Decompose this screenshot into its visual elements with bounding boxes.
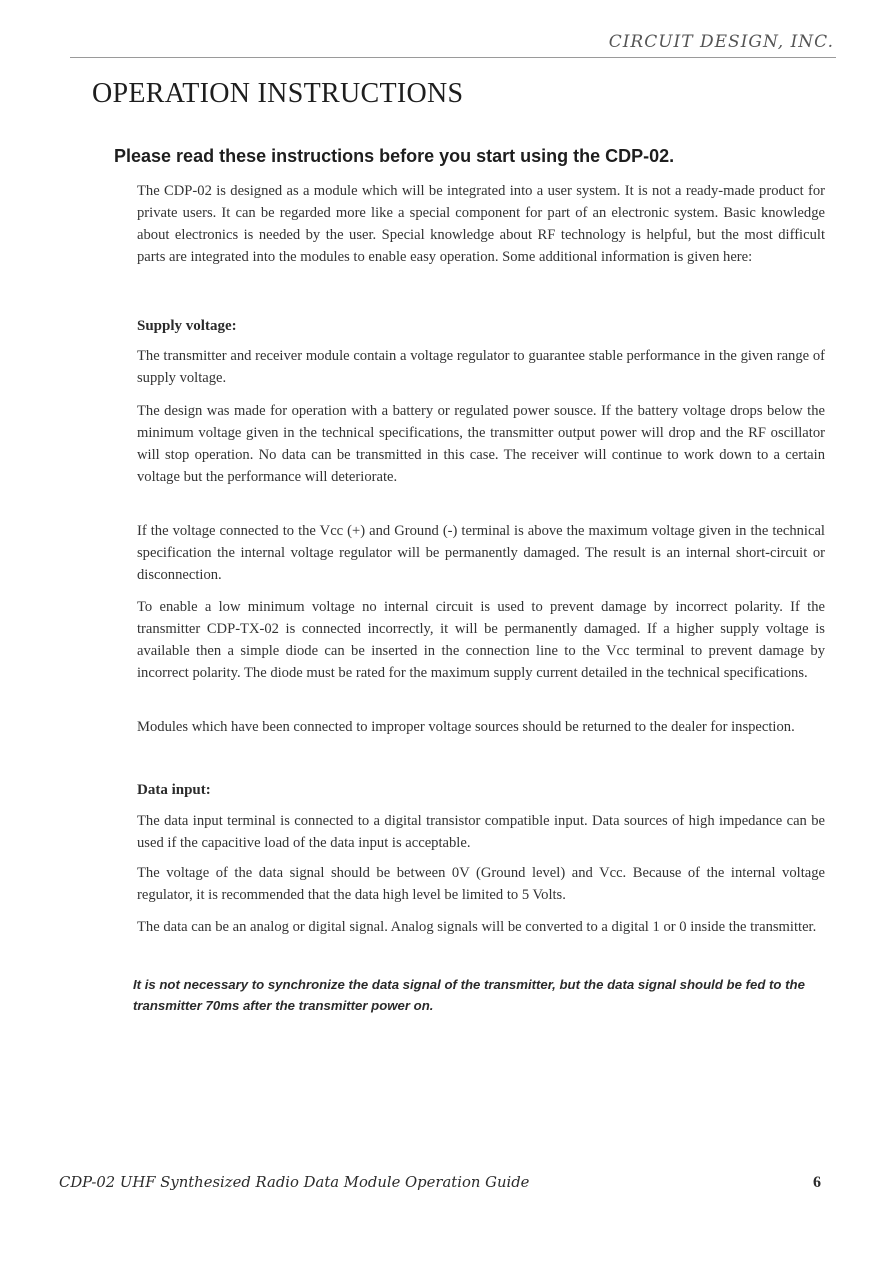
footer-document-title: CDP-02 UHF Synthesized Radio Data Module Operation Guide	[59, 1174, 530, 1191]
section-subheading: Please read these instructions before you start using the CDP-02.	[114, 146, 675, 166]
company-header: CIRCUIT DESIGN, INC.	[608, 32, 834, 52]
data-input-paragraph: The data can be an analog or digital signal. Analog signals will be converted to a digital 1 or 0 inside the transmitter.	[137, 919, 817, 935]
header-divider	[70, 57, 836, 58]
data-input-paragraph: The data input terminal is connected to a digital transistor compatible input. Data sources of high impedance can be used if the capacitive load of the data input is acceptable.	[137, 813, 825, 851]
data-input-heading: Data input:	[137, 782, 211, 798]
supply-paragraph: Modules which have been connected to improper voltage sources should be returned to the dealer for inspection.	[137, 719, 795, 735]
supply-voltage-heading: Supply voltage:	[137, 318, 237, 334]
supply-paragraph: If the voltage connected to the Vcc (+) and Ground (-) terminal is above the maximum voltage given in the technical specification the internal voltage regulator will be permanently damaged. The result is an internal short-circuit or disconnection.	[137, 523, 825, 583]
page-title: OPERATION INSTRUCTIONS	[92, 78, 464, 109]
supply-paragraph: The transmitter and receiver module contain a voltage regulator to guarantee stable performance in the given range of supply voltage.	[137, 348, 825, 386]
supply-paragraph: To enable a low minimum voltage no internal circuit is used to prevent damage by incorrect polarity. If the transmitter CDP-TX-02 is connected incorrectly, it will be permanently damaged. If a higher supply voltage is available then a simple diode can be inserted in the connection line to the Vcc terminal to prevent damage by incorrect polarity. The diode must be rated for the maximum supply current detailed in the technical specifications.	[137, 599, 825, 681]
page-number: 6	[813, 1174, 821, 1191]
data-sync-note: It is not necessary to synchronize the data signal of the transmitter, but the data signal should be fed to the transmitter 70ms after the transmitter power on.	[133, 977, 805, 1013]
intro-paragraph: The CDP-02 is designed as a module which will be integrated into a user system. It is not a ready-made product for private users. It can be regarded more like a special component for part of an electronic system. Basic knowledge about electronics is needed by the user. Special knowledge about RF technology is helpful, but the most difficult parts are integrated into the modules to enable easy operation. Some additional information is given here:	[137, 183, 825, 265]
data-input-paragraph: The voltage of the data signal should be between 0V (Ground level) and Vcc. Because of the internal voltage regulator, it is recommended that the data high level be limited to 5 Volts.	[137, 865, 825, 903]
supply-paragraph: The design was made for operation with a battery or regulated power sousce. If the battery voltage drops below the minimum voltage given in the technical specifications, the transmitter output power will drop and the RF oscillator will stop operation. No data can be transmitted in this case. The receiver will continue to work down to a certain voltage but the performance will deteriorate.	[137, 403, 825, 485]
